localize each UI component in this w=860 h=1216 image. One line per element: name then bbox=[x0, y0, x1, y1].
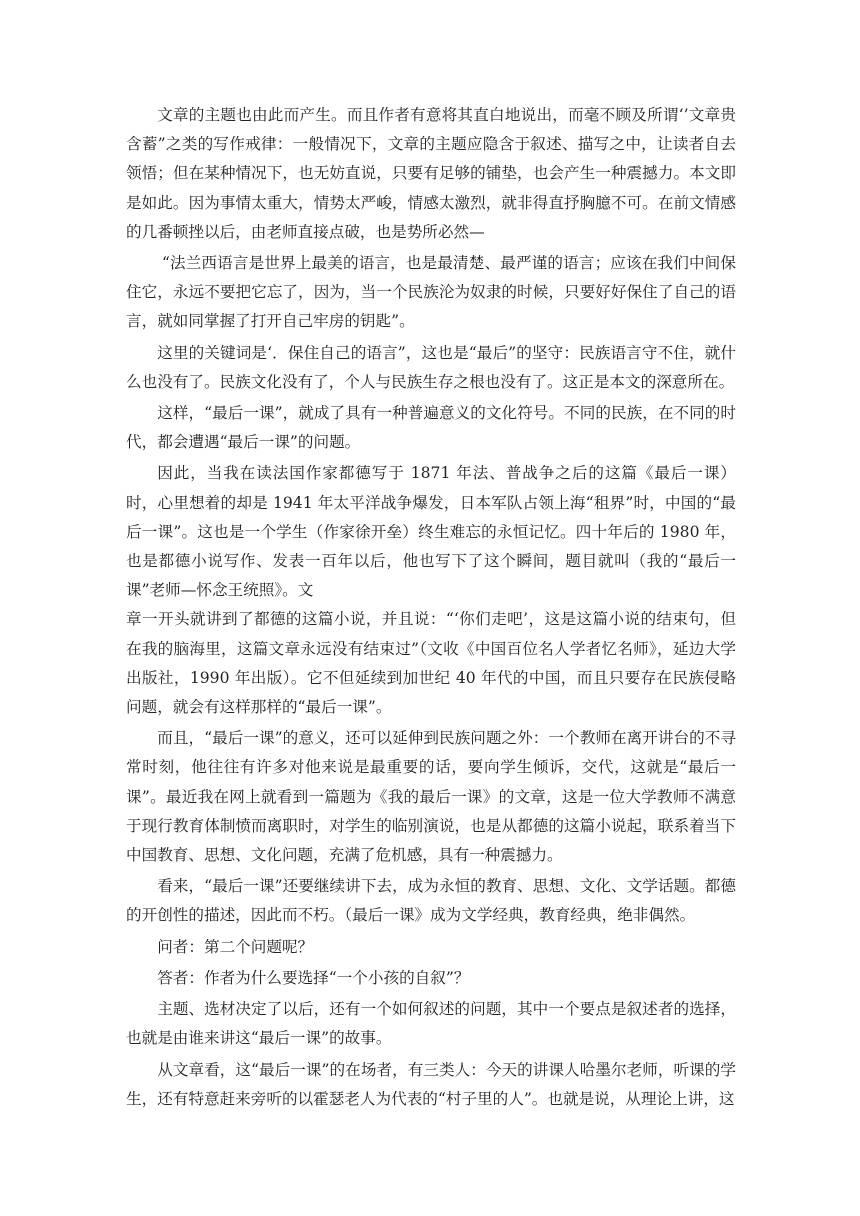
document-body bbox=[126, 101, 736, 1116]
paragraph-eternal-topic: 看来，“最后一课”还要继续讲下去，成为永恒的教育、思想、文化、文学话题。都德的开创性的描述，因此而不朽。（最后一课》成为文学经典，教育经典，绝非偶然。 bbox=[126, 877, 736, 925]
paragraph-cultural-symbol: 这样，“最后一课”，就成了具有一种普遍意义的文化符号。不同的民族，在不同的时代，都会遭遇“最后一课”的问题。 bbox=[126, 404, 736, 452]
paragraph-teacher-quote: “法兰西语言是世界上最美的语言，也是最清楚、最严谨的语言；应该在我们中间保住它，永远不要把它忘了，因为，当一个民族沦为奴隶的时候，只要好好保住了自己的语言，就如同掌握了打开自己牢房的钥匙”。 bbox=[126, 254, 736, 331]
paragraph-answer: 答者：作者为什么要选择“一个小孩的自叙”？ bbox=[157, 968, 470, 987]
paragraph-extension: 而且，“最后一课”的意义，还可以延伸到民族问题之外：一个教师在离开讲台的不寻常时刻，他往往有许多对他来说是最重要的话，要向学生倾诉，交代，这就是“最后一课”。最近我在网上就看到一篇题为《我的最后一课》的文章，这是一位大学教师不满意于现行教育体制愤而离职时，对学生的临别演说，也是从都德的这篇小说起，联系着当下中国教育、思想、文化问题，充满了危机感，具有一种震撼力。 bbox=[126, 729, 736, 865]
paragraph-question: 问者：第二个问题呢？ bbox=[157, 937, 314, 956]
paragraph-theme: 文章的主题也由此而产生。而且作者有意将其直白地说出，而毫不顾及所谓‘’文章贵含蓄”之类的写作戒律：一般情况下，文章的主题应隐含于叙述、描写之中，让读者自去领悟；但在某种情况下，也无妨直说，只要有足够的铺垫，也会产生一种震撼力。本文即是如此。因为事情太重大，情势太严峻，情感太激烈，就非得直抒胸臆不可。在前文情感的几番顿挫以后，由老师直接点破，也是势所必然— bbox=[126, 106, 736, 241]
paragraph-participants: 从文章看，这“最后一课”的在场者，有三类人：今天的讲课人哈墨尔老师，听课的学生，还有特意赶来旁听的以霍瑟老人为代表的“村子里的人”。也就是说，从理论上讲，这 bbox=[126, 1060, 736, 1108]
paragraph-narrator: 主题、选材决定了以后，还有一个如何叙述的问题，其中一个要点是叙述者的选择，也就是由谁来讲这“最后一课”的故事。 bbox=[126, 1000, 736, 1048]
paragraph-keyword: 这里的关键词是‘．保住自己的语言”，这也是“最后”的坚守：民族语言守不住，就什么也没有了。民族文化没有了，个人与民族生存之根也没有了。这正是本文的深意所在。 bbox=[126, 343, 736, 391]
paragraph-xu-kailei: 章一开头就讲到了都德的这篇小说，并且说：“‘你们走吧’，这是这篇小说的结束句，但在我的脑海里，这篇文章永远没有结束过”（文收《中国百位名人学者忆名师》，延边大学出版社，1990 年出版）。它不但延续到加世纪 40 年代的中国，而且只要存在民族侵略问题，就会有这样那样的“最后一课”。 bbox=[126, 610, 736, 717]
paragraph-shanghai-memory: 因此，当我在读法国作家都德写于 1871 年法、普战争之后的这篇《最后一课）时，心里想着的却是 1941 年太平洋战争爆发，日本军队占领上海“租界”时，中国的“最后一课”。这也是一个学生（作家徐开垒）终生难忘的永恒记忆。四十年后的 1980 年，也是都德小说写作、发表一百年以后，他也写下了这个瞬间，题目就叫（我的“最后一课”老师—怀念王统照》。文 bbox=[126, 464, 736, 600]
